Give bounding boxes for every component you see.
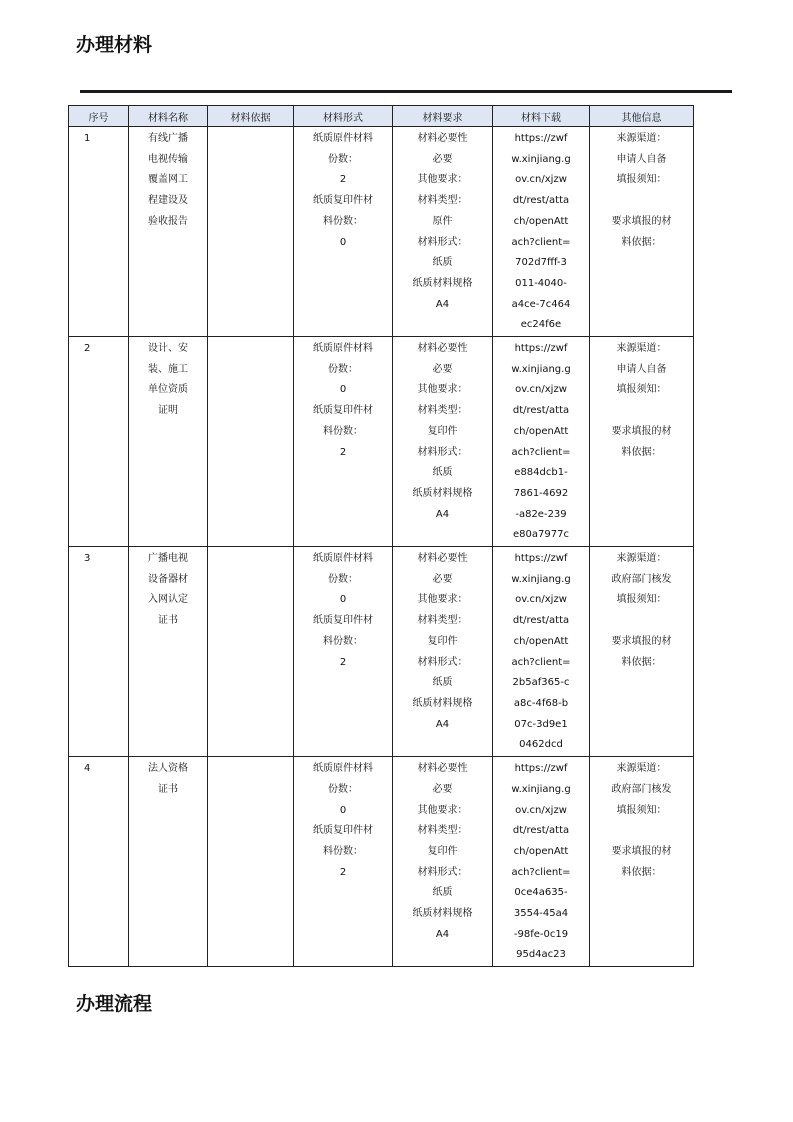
other-info-line bbox=[590, 611, 693, 632]
material-form-line: 份数： bbox=[328, 573, 358, 585]
material-form-line: 纸质原件材料 bbox=[313, 553, 373, 565]
material-download-link-line[interactable]: ch/openAtt bbox=[513, 635, 569, 647]
material-download-link-line[interactable]: ach?client= bbox=[511, 656, 571, 668]
material-requirements-line: 原件 bbox=[432, 215, 453, 227]
section-title-materials: 办理材料 bbox=[76, 34, 153, 56]
material-requirements-cell bbox=[393, 547, 493, 757]
material-name-line: 装、施工 bbox=[148, 363, 188, 375]
material-form-line: 2 bbox=[339, 866, 347, 878]
material-name-cell bbox=[129, 127, 208, 337]
material-requirements-line: 必要 bbox=[432, 363, 453, 375]
other-info-line: 料依据： bbox=[621, 236, 662, 248]
material-requirements-line: 纸质 bbox=[432, 467, 453, 479]
other-info-line: 来源渠道： bbox=[616, 553, 667, 565]
material-form-line: 纸质复印件材 bbox=[313, 405, 373, 417]
material-download-link-line[interactable]: ch/openAtt bbox=[513, 215, 569, 227]
material-download-link-line[interactable]: -98fe-0c19 bbox=[513, 928, 569, 940]
material-requirements-line: 材料类型： bbox=[417, 195, 468, 207]
material-name-line: 证书 bbox=[158, 783, 178, 795]
material-download-link-line[interactable]: dt/rest/atta bbox=[512, 615, 570, 627]
material-download-link-line[interactable]: https://zwf bbox=[514, 343, 568, 355]
material-requirements-line: 复印件 bbox=[427, 845, 458, 857]
title-divider bbox=[80, 90, 732, 93]
other-info-line: 申请人自备 bbox=[616, 153, 667, 165]
material-basis-cell bbox=[208, 547, 294, 757]
material-download-link-line[interactable]: 011-4040- bbox=[515, 277, 567, 289]
material-form-cell bbox=[294, 757, 393, 967]
material-download-link-line[interactable]: ov.cn/xjzw bbox=[515, 174, 567, 186]
material-basis-cell bbox=[208, 337, 294, 547]
materials-table bbox=[68, 105, 694, 967]
material-form-line: 纸质原件材料 bbox=[313, 133, 373, 144]
material-name-line: 设备器材 bbox=[148, 573, 188, 585]
material-download-link-line[interactable]: ch/openAtt bbox=[513, 425, 569, 437]
material-download-link-line[interactable]: 702d7fff-3 bbox=[515, 257, 567, 269]
material-download-link-line[interactable]: a4ce-7c464 bbox=[511, 298, 571, 310]
other-info-cell bbox=[590, 757, 694, 967]
table-row bbox=[69, 127, 694, 337]
material-download-link-line[interactable]: w.xinjiang.g bbox=[511, 573, 571, 585]
material-download-link-line[interactable]: -a82e-239 bbox=[515, 508, 567, 520]
material-requirements-line: 材料必要性 bbox=[417, 133, 468, 144]
material-form-line: 纸质原件材料 bbox=[313, 763, 373, 775]
row-index-text: 3 bbox=[84, 553, 91, 565]
other-info-line: 料依据： bbox=[621, 446, 662, 458]
material-download-link-line[interactable]: a8c-4f68-b bbox=[513, 697, 569, 709]
material-form-line: 2 bbox=[339, 174, 347, 186]
material-download-link-line[interactable]: dt/rest/atta bbox=[512, 405, 570, 417]
row-index-text: 4 bbox=[84, 763, 91, 775]
material-name-line: 设计、安 bbox=[148, 343, 188, 355]
material-download-link-cell[interactable] bbox=[493, 127, 590, 337]
table-row bbox=[69, 337, 694, 547]
material-requirements-line: 其他要求： bbox=[417, 594, 468, 606]
material-form-line: 料份数： bbox=[323, 845, 363, 857]
material-requirements-line: 材料类型： bbox=[417, 405, 468, 417]
material-requirements-line: A4 bbox=[435, 718, 450, 730]
material-form-line: 纸质复印件材 bbox=[313, 615, 373, 627]
other-info-line: 来源渠道： bbox=[616, 763, 667, 775]
other-info-line: 料依据： bbox=[621, 866, 662, 878]
other-info-line: 来源渠道： bbox=[616, 343, 667, 355]
other-info-line: 申请人自备 bbox=[616, 363, 667, 375]
material-form-cell bbox=[294, 337, 393, 547]
row-index-cell bbox=[69, 337, 129, 547]
material-name-line: 电视传输 bbox=[148, 153, 188, 165]
other-info-cell bbox=[590, 127, 694, 337]
material-download-link-line[interactable]: 0462dcd bbox=[519, 739, 563, 751]
material-requirements-line: 纸质材料规格 bbox=[412, 908, 473, 920]
other-info-line bbox=[590, 821, 693, 842]
column-header: 材料下载 bbox=[493, 106, 590, 127]
column-header: 材料依据 bbox=[208, 106, 294, 127]
material-basis-cell bbox=[208, 127, 294, 337]
column-header: 材料名称 bbox=[129, 106, 208, 127]
material-requirements-line: A4 bbox=[435, 928, 450, 940]
material-requirements-line: 材料必要性 bbox=[417, 553, 468, 565]
other-info-line: 政府部门核发 bbox=[611, 573, 672, 585]
material-name-line: 法人资格 bbox=[148, 763, 188, 775]
material-requirements-line: 材料类型： bbox=[417, 825, 468, 837]
material-download-link-line[interactable]: 2b5af365-c bbox=[512, 677, 570, 689]
column-header: 其他信息 bbox=[590, 106, 694, 127]
material-name-line: 入网认定 bbox=[148, 594, 188, 606]
material-download-link-line[interactable]: 07c-3d9e1 bbox=[514, 718, 568, 730]
column-header: 材料形式 bbox=[294, 106, 393, 127]
material-requirements-line: 材料形式： bbox=[417, 656, 468, 668]
other-info-line: 要求填报的材 bbox=[611, 215, 672, 227]
column-header: 序号 bbox=[69, 106, 129, 127]
other-info-line: 要求填报的材 bbox=[611, 845, 672, 857]
material-download-link-line[interactable]: ec24f6e bbox=[520, 319, 562, 331]
material-basis-cell bbox=[208, 757, 294, 967]
material-download-link-line[interactable]: ov.cn/xjzw bbox=[515, 804, 567, 816]
column-header: 材料要求 bbox=[393, 106, 493, 127]
material-form-line: 份数： bbox=[328, 783, 358, 795]
material-name-cell bbox=[129, 337, 208, 547]
other-info-cell bbox=[590, 547, 694, 757]
material-download-link-line[interactable]: ach?client= bbox=[511, 446, 571, 458]
material-form-line: 料份数： bbox=[323, 635, 363, 647]
material-form-line: 0 bbox=[339, 384, 347, 396]
row-index-cell bbox=[69, 127, 129, 337]
material-requirements-line: 材料必要性 bbox=[417, 763, 468, 775]
other-info-line: 填报须知： bbox=[616, 594, 667, 606]
material-requirements-cell bbox=[393, 127, 493, 337]
table-row bbox=[69, 547, 694, 757]
material-name-cell bbox=[129, 547, 208, 757]
material-requirements-line: 纸质 bbox=[432, 257, 453, 269]
material-download-link-line[interactable]: e884dcb1- bbox=[514, 467, 568, 479]
row-index-cell bbox=[69, 757, 129, 967]
material-requirements-line: 材料形式： bbox=[417, 236, 468, 248]
material-form-line: 纸质复印件材 bbox=[313, 195, 373, 207]
material-download-link-cell[interactable] bbox=[493, 757, 590, 967]
material-form-line: 纸质复印件材 bbox=[313, 825, 373, 837]
material-requirements-line: 其他要求： bbox=[417, 384, 468, 396]
material-form-cell bbox=[294, 547, 393, 757]
material-download-link-line[interactable]: https://zwf bbox=[514, 553, 568, 565]
material-requirements-line: 复印件 bbox=[427, 425, 458, 437]
material-requirements-line: 材料形式： bbox=[417, 446, 468, 458]
material-name-cell bbox=[129, 757, 208, 967]
material-name-line: 证明 bbox=[158, 405, 178, 417]
material-form-line: 料份数： bbox=[323, 425, 363, 437]
material-download-link-line[interactable]: 7861-4692 bbox=[513, 487, 569, 499]
other-info-line: 填报须知： bbox=[616, 804, 667, 816]
table-header-row bbox=[69, 106, 694, 127]
material-download-link-line[interactable]: w.xinjiang.g bbox=[511, 783, 571, 795]
material-requirements-line: 材料形式： bbox=[417, 866, 468, 878]
other-info-line: 要求填报的材 bbox=[611, 635, 672, 647]
material-requirements-line: A4 bbox=[435, 508, 450, 520]
material-form-line: 纸质原件材料 bbox=[313, 343, 373, 355]
material-download-link-line[interactable]: w.xinjiang.g bbox=[511, 153, 571, 165]
other-info-line: 料依据： bbox=[621, 656, 662, 668]
material-download-link-line[interactable]: https://zwf bbox=[514, 133, 568, 144]
material-download-link-line[interactable]: ach?client= bbox=[511, 236, 571, 248]
material-download-link-line[interactable]: 3554-45a4 bbox=[513, 908, 569, 920]
material-requirements-line: A4 bbox=[435, 298, 450, 310]
material-form-cell bbox=[294, 127, 393, 337]
material-requirements-line: 纸质材料规格 bbox=[412, 697, 473, 709]
row-index-cell bbox=[69, 547, 129, 757]
material-form-line: 2 bbox=[339, 446, 347, 458]
material-form-line: 0 bbox=[339, 594, 347, 606]
material-download-link-line[interactable]: 0ce4a635- bbox=[514, 887, 568, 899]
material-form-line: 0 bbox=[339, 236, 347, 248]
material-download-link-line[interactable]: https://zwf bbox=[514, 763, 568, 775]
material-requirements-cell bbox=[393, 337, 493, 547]
row-index-text: 2 bbox=[84, 343, 91, 355]
material-requirements-line: 材料类型： bbox=[417, 615, 468, 627]
row-index-text: 1 bbox=[84, 133, 91, 144]
material-requirements-line: 其他要求： bbox=[417, 174, 468, 186]
material-download-link-line[interactable]: 95d4ac23 bbox=[516, 949, 566, 961]
material-name-line: 广播电视 bbox=[148, 553, 188, 565]
material-name-line: 验收报告 bbox=[148, 215, 188, 227]
material-requirements-line: 纸质 bbox=[432, 677, 453, 689]
material-requirements-line: 必要 bbox=[432, 783, 453, 795]
material-name-line: 有线广播 bbox=[148, 133, 188, 144]
other-info-line: 填报须知： bbox=[616, 174, 667, 186]
material-download-link-line[interactable]: w.xinjiang.g bbox=[511, 363, 571, 375]
material-name-line: 单位资质 bbox=[148, 384, 188, 396]
table-row bbox=[69, 757, 694, 967]
section-title-process: 办理流程 bbox=[76, 993, 153, 1015]
other-info-line bbox=[590, 401, 693, 422]
other-info-line: 来源渠道： bbox=[616, 133, 667, 144]
material-requirements-line: 复印件 bbox=[427, 635, 458, 647]
material-name-line: 程建设及 bbox=[148, 195, 188, 207]
material-name-line: 证书 bbox=[158, 615, 178, 627]
other-info-line: 要求填报的材 bbox=[611, 425, 672, 437]
material-requirements-line: 材料必要性 bbox=[417, 343, 468, 355]
other-info-line: 政府部门核发 bbox=[611, 783, 672, 795]
other-info-cell bbox=[590, 337, 694, 547]
material-download-link-line[interactable]: ch/openAtt bbox=[513, 845, 569, 857]
material-requirements-line: 纸质材料规格 bbox=[412, 487, 473, 499]
material-requirements-line: 纸质材料规格 bbox=[412, 277, 473, 289]
material-requirements-line: 必要 bbox=[432, 153, 453, 165]
material-form-line: 料份数： bbox=[323, 215, 363, 227]
material-requirements-line: 其他要求： bbox=[417, 804, 468, 816]
material-download-link-line[interactable]: ach?client= bbox=[511, 866, 571, 878]
material-download-link-cell[interactable] bbox=[493, 337, 590, 547]
material-download-link-line[interactable]: dt/rest/atta bbox=[512, 825, 570, 837]
material-download-link-line[interactable]: e80a7977c bbox=[513, 529, 569, 541]
material-download-link-line[interactable]: dt/rest/atta bbox=[512, 195, 570, 207]
material-name-line: 覆盖网工 bbox=[148, 174, 188, 186]
material-form-line: 2 bbox=[339, 656, 347, 668]
material-requirements-cell bbox=[393, 757, 493, 967]
material-requirements-line: 必要 bbox=[432, 573, 453, 585]
other-info-line bbox=[590, 191, 693, 212]
material-form-line: 份数： bbox=[328, 153, 358, 165]
material-form-line: 份数： bbox=[328, 363, 358, 375]
material-form-line: 0 bbox=[339, 804, 347, 816]
material-download-link-line[interactable]: ov.cn/xjzw bbox=[515, 384, 567, 396]
material-requirements-line: 纸质 bbox=[432, 887, 453, 899]
material-download-link-cell[interactable] bbox=[493, 547, 590, 757]
other-info-line: 填报须知： bbox=[616, 384, 667, 396]
material-download-link-line[interactable]: ov.cn/xjzw bbox=[515, 594, 567, 606]
